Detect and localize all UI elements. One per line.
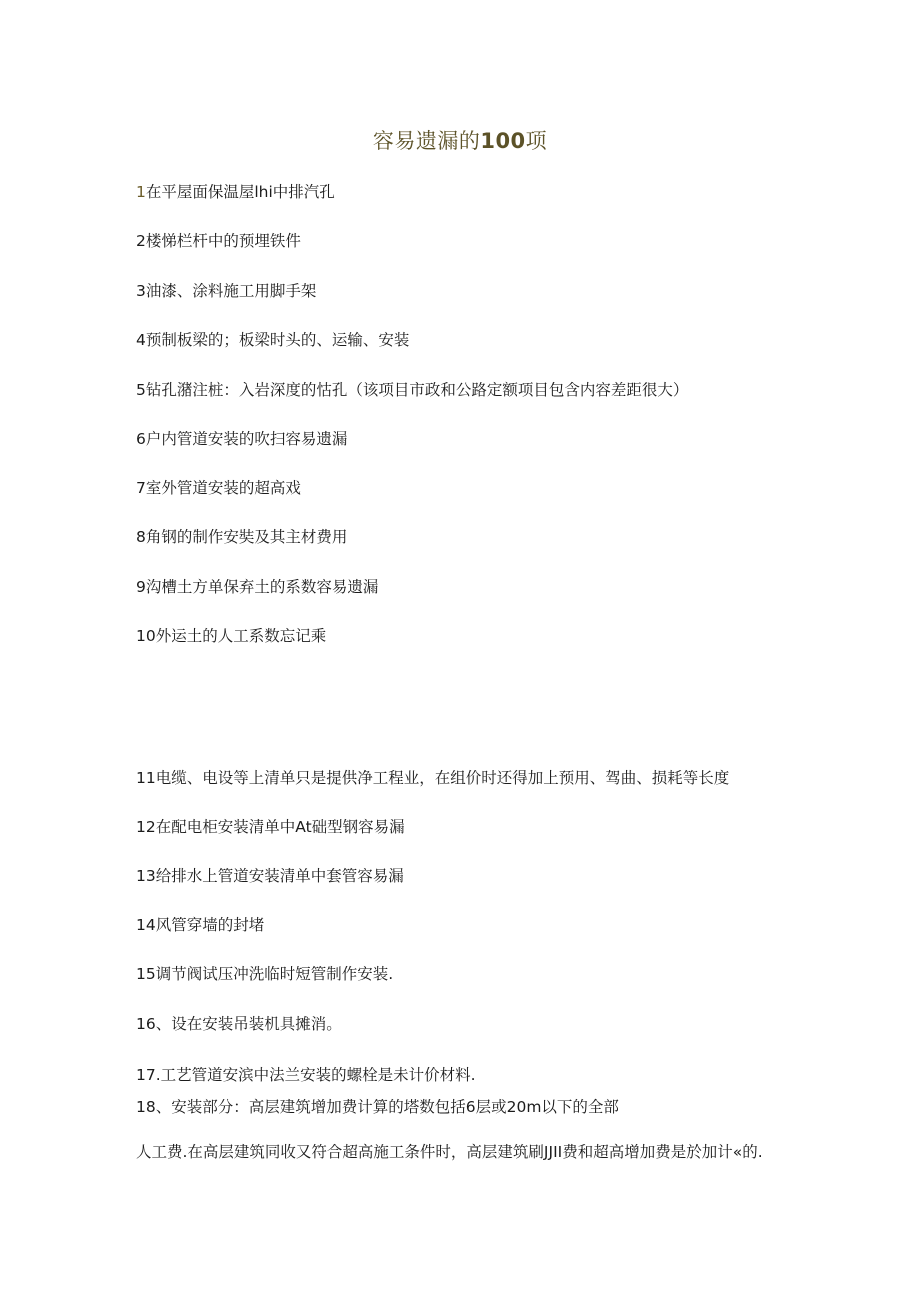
item-number: 12 bbox=[136, 818, 156, 836]
list-item bbox=[136, 1096, 619, 1118]
item-text: 楼悌栏杆中的预埋铁件 bbox=[145, 232, 301, 250]
list-item bbox=[136, 181, 335, 203]
list-item bbox=[136, 428, 347, 450]
item-number: 18 bbox=[136, 1098, 156, 1116]
document-title bbox=[0, 126, 920, 156]
list-item bbox=[136, 230, 301, 252]
item-number: 17 bbox=[136, 1066, 156, 1084]
item-number: 6 bbox=[136, 430, 146, 448]
item-text: 给排水上管道安装清单中套管容易漏 bbox=[155, 867, 404, 885]
item-text: 沟槽土方单保弃土的系数容易遗漏 bbox=[145, 578, 379, 596]
item-text: 油漆、涂料施工用脚手架 bbox=[145, 282, 317, 300]
list-item bbox=[136, 816, 405, 838]
title-suffix: 项 bbox=[525, 129, 548, 153]
item-text: 调节阀试压冲洗临时短管制作安装. bbox=[155, 965, 394, 983]
item-number: 13 bbox=[136, 867, 156, 885]
item-number: 4 bbox=[136, 331, 146, 349]
item-number: 11 bbox=[136, 769, 156, 787]
item-number: 9 bbox=[136, 578, 146, 596]
item-text: 在平屋面保温屋lhi中排汽孔 bbox=[145, 183, 335, 201]
list-item bbox=[136, 1064, 476, 1086]
item-number: 1 bbox=[136, 183, 146, 201]
item-text: 户内管道安装的吹扫容易遗漏 bbox=[145, 430, 348, 448]
item-text: 、安装部分：高层建筑增加费计算的塔数包括6层或20m以下的全部 bbox=[155, 1098, 619, 1116]
list-item bbox=[136, 865, 404, 887]
item-text: 外运土的人工系数忘记乘 bbox=[155, 627, 327, 645]
list-item bbox=[136, 625, 326, 647]
list-item bbox=[136, 1013, 342, 1035]
list-item bbox=[136, 477, 301, 499]
list-item bbox=[136, 526, 347, 548]
item-number: 7 bbox=[136, 479, 146, 497]
item-text: 角钢的制作安奘及其主材费用 bbox=[145, 528, 348, 546]
list-item bbox=[136, 767, 729, 789]
item-number: 8 bbox=[136, 528, 146, 546]
list-item bbox=[136, 379, 688, 401]
list-item bbox=[136, 963, 393, 985]
list-item bbox=[136, 280, 316, 302]
item-number: 15 bbox=[136, 965, 156, 983]
item-number: 14 bbox=[136, 916, 156, 934]
list-item bbox=[136, 914, 264, 936]
item-text: 在配电柜安装清单中At础型钢容易漏 bbox=[155, 818, 405, 836]
item-number: 16 bbox=[136, 1015, 156, 1033]
title-number: 100 bbox=[480, 129, 526, 153]
item-text: 预制板梁的；板梁时头的、运输、安装 bbox=[145, 331, 410, 349]
item-text: .工艺管道安滨中法兰安装的螺栓是未计价材料. bbox=[155, 1066, 476, 1084]
item-text: 室外管道安装的超高戏 bbox=[145, 479, 301, 497]
continuation-text: 人工费.在高层建筑同收又符合超高施工条件时，高层建筑刷JJII费和超高增加费是於加计«的. bbox=[136, 1143, 763, 1161]
item-text: 风管穿墙的封堵 bbox=[155, 916, 265, 934]
item-text: 电缆、电设等上清单只是提供净工程业，在组价时还得加上预用、驾曲、损耗等长度 bbox=[155, 769, 730, 787]
item-number: 3 bbox=[136, 282, 146, 300]
title-text: 容易遗漏的 bbox=[372, 129, 481, 153]
item-text: 、设在安装吊装机具摊消。 bbox=[155, 1015, 342, 1033]
list-item bbox=[136, 329, 409, 351]
item-number: 2 bbox=[136, 232, 146, 250]
item-text: 钻孔潴注桩：入岩深度的怙孔（该项目市政和公路定额项目包含内容差距很大） bbox=[145, 381, 689, 399]
item-number: 10 bbox=[136, 627, 156, 645]
item-number: 5 bbox=[136, 381, 146, 399]
list-item bbox=[136, 576, 378, 598]
